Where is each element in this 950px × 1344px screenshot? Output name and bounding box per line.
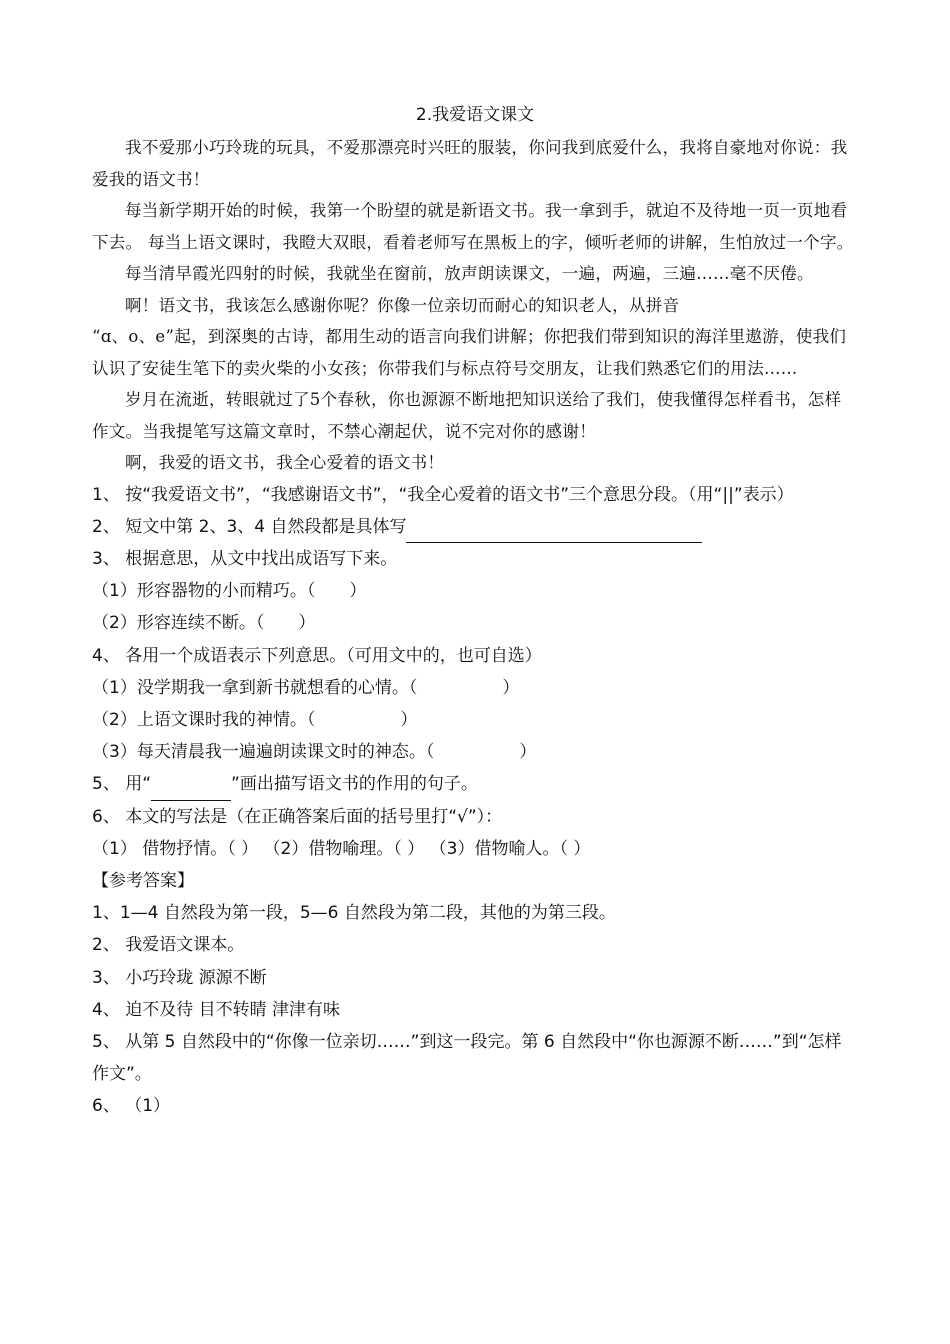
- document-page: [92, 100, 858, 1123]
- question-3-1: （1）形容器物的小而精巧。（ ）: [92, 581, 367, 602]
- paragraph-4b: “ɑ、o、e”起，到深奥的古诗，都用生动的语言向我们讲解；你把我们带到知识的海洋里遨游，使我们认识了安徒生笔下的卖火柴的小女孩；你带我们与标点符号交朋友，让我们熟悉它们的用法……: [92, 327, 847, 378]
- question-5-suffix: ”画出描写语文书的作用的句子。: [231, 774, 478, 795]
- question-1: 1、 按“我爱语文书”，“我感谢语文书”，“我全心爱着的语文书”三个意思分段。（用“||”表示）: [92, 484, 794, 505]
- question-4-2: （2）上语文课时我的神情。（ ）: [92, 709, 418, 730]
- question-3-2: （2）形容连续不断。（ ）: [92, 613, 316, 634]
- question-5: [92, 768, 858, 800]
- paragraph-6: 啊，我爱的语文书，我全心爱着的语文书！: [125, 453, 445, 472]
- answer-5: 5、 从第 5 自然段中的“你像一位亲切……”到这一段完。第 6 自然段中“你也源源不断……”到“怎样作文”。: [92, 1031, 842, 1085]
- answer-2: 2、 我爱语文课本。: [92, 935, 245, 956]
- question-5-prefix: 5、 用“: [92, 774, 152, 795]
- answer-blank[interactable]: [406, 522, 702, 543]
- paragraph-2: 每当新学期开始的时候，我第一个盼望的就是新语文书。我一拿到手，就迫不及待地一页一页地看下去。 每当上语文课时，我瞪大双眼，看着老师写在黑板上的字，倾听老师的讲解，生怕放过一个字。: [92, 201, 854, 252]
- answer-6: 6、 （1）: [92, 1096, 171, 1117]
- paragraph-1: 我不爱那小巧玲珑的玩具，不爱那漂亮时兴旺的服装，你问我到底爱什么，我将自豪地对你说：我爱我的语文书！: [92, 138, 848, 189]
- question-6-options: （1） 借物抒情。（ ） （2）借物喻理。（ ） （3）借物喻人。（ ）: [92, 838, 591, 859]
- paragraph-5: 岁月在流逝，转眼就过了5个春秋，你也源源不断地把知识送给了我们，使我懂得怎样看书，怎样作文。当我提笔写这篇文章时，不禁心潮起伏，说不完对你的感谢！: [92, 390, 842, 441]
- document-title: 2.我爱语文课文: [415, 105, 535, 125]
- question-2: [92, 511, 858, 543]
- answer-3: 3、 小巧玲珑 源源不断: [92, 967, 267, 988]
- question-6: 6、 本文的写法是（在正确答案后面的括号里打“√”）：: [92, 806, 503, 827]
- answer-4: 4、 迫不及待 目不转睛 津津有味: [92, 999, 341, 1020]
- answer-1: 1、1—4 自然段为第一段，5—6 自然段为第二段，其他的为第三段。: [92, 903, 616, 924]
- underline-sample: [151, 782, 231, 801]
- question-4-3: （3）每天清晨我一遍遍朗读课文时的神态。（ ）: [92, 742, 537, 763]
- paragraph-4a: 啊！语文书，我该怎么感谢你呢？你像一位亲切而耐心的知识老人，从拼音: [125, 295, 680, 315]
- question-4: 4、 各用一个成语表示下列意思。（可用文中的，也可自选）: [92, 645, 542, 666]
- question-2-text: 2、 短文中第 2、3、4 自然段都是具体写: [92, 516, 407, 537]
- answers-header: 【参考答案】: [92, 870, 194, 891]
- question-3: 3、 根据意思，从文中找出成语写下来。: [92, 548, 398, 569]
- paragraph-3: 每当清早霞光四射的时候，我就坐在窗前，放声朗读课文，一遍，两遍，三遍……毫不厌倦。: [125, 264, 814, 283]
- question-4-1: （1）没学期我一拿到新书就想看的心情。（ ）: [92, 677, 520, 698]
